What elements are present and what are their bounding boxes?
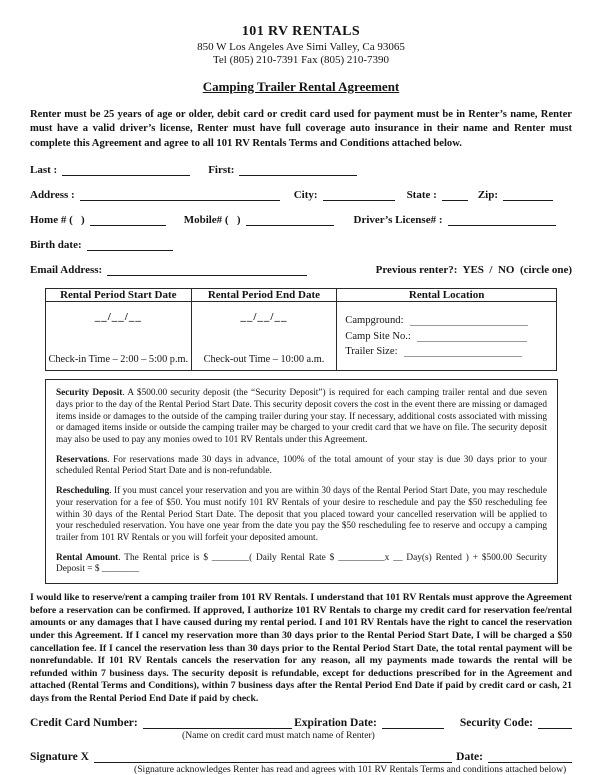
- trailer-size-label: Trailer Size:: [345, 346, 398, 358]
- rescheduling-text: . If you must cancel your reservation and you are within 30 days of the Rental Period Start Date, you may reschedule your reservation for a fee of $50. You must notify 101 RV Rentals of your desire to reschedule and pay the $50 rescheduling fee within 30 days of the Rental Period Start Date. The deposit that you placed toward your cancelled reservation will be applied to your rescheduled reservation. You have one year from the date you pay the $50 rescheduling fee to reserve and occupy a camping trailer from 101 RV Rentals or you will forfeit your deposited amount.: [56, 486, 547, 543]
- campsite-blank[interactable]: [417, 330, 527, 342]
- document-title: Camping Trailer Rental Agreement: [202, 79, 400, 94]
- eligibility-notice: Renter must be 25 years of age or older, debit card or credit card used for payment must be in Renter’s name, Renter must have a valid driver’s license, Renter must have full coverage auto insurance in their name and Renter must complete this Agreement and agree to all 101 RV Rentals Terms and Conditions attached below.: [30, 109, 572, 149]
- table-body-row: [46, 302, 557, 371]
- location-header: Rental Location: [337, 289, 557, 302]
- campground-row: [345, 314, 546, 326]
- last-name-label: Last :: [30, 164, 58, 177]
- reservations-label: Reservations: [56, 454, 108, 465]
- checkout-time-note: Check-out Time – 10:00 a.m.: [203, 354, 325, 366]
- end-date-header: Rental Period End Date: [191, 289, 337, 302]
- address-blank[interactable]: [80, 188, 280, 201]
- birth-date-blank[interactable]: [87, 238, 173, 251]
- state-blank[interactable]: [442, 188, 468, 201]
- company-phone-fax: Tel (805) 210-7391 Fax (805) 210-7390: [212, 54, 390, 66]
- company-name: 101 RV RENTALS: [241, 24, 361, 39]
- expiration-date-blank[interactable]: [382, 716, 444, 729]
- company-address: 850 W Los Angeles Ave Simi Valley, Ca 93065: [197, 41, 405, 53]
- table-header-row: [46, 289, 557, 302]
- rental-amount-text: . The Rental price is $ ________( Daily Rental Rate $ __________x __ Day(s) Rented ) + $500.00 Security Deposit = $ ________: [56, 552, 547, 575]
- security-code-label: Security Code:: [459, 716, 533, 729]
- email-row: [30, 263, 572, 276]
- birth-date-row: [30, 238, 572, 251]
- rescheduling-label: Rescheduling: [56, 486, 110, 497]
- start-date-cell: [46, 302, 192, 371]
- reservations-text: . For reservations made 30 days in advance, 100% of the total amount of your stay is due 30 days prior to your scheduled Rental Period Start Date and is non-refundable.: [56, 454, 547, 477]
- checkin-time-note: Check-in Time – 2:00 – 5:00 p.m.: [48, 354, 189, 366]
- terms-box: [45, 379, 558, 584]
- document-title-row: [30, 78, 572, 96]
- drivers-license-label: Driver’s License# :: [353, 214, 443, 227]
- reservations-paragraph: [56, 455, 547, 478]
- address-label: Address :: [30, 189, 75, 202]
- rental-amount-paragraph: [56, 553, 547, 576]
- city-blank[interactable]: [323, 188, 395, 201]
- campsite-label: Camp Site No.:: [345, 330, 411, 342]
- credit-card-row: [30, 716, 572, 729]
- name-row: [30, 163, 572, 176]
- mobile-phone-label: Mobile# ( ): [183, 214, 241, 227]
- security-deposit-text: . A $500.00 security deposit (the “Security Deposit”) is required for each camping trailer rental and due seven days prior to the day of the Rental Period Start Date. This security deposit covers the cost in the event there are missing or damaged items inside or damages to the outside of the camping trailer during your stay. If necessary, additional costs associated with missing or damaged items inside or outside the camping trailer may be charged to your credit card that we have on file. The security deposit may also be used to pay any monies owed to 101 RV Rentals under this Agreement.: [56, 388, 548, 446]
- credit-card-number-label: Credit Card Number:: [30, 716, 138, 729]
- security-deposit-label: Security Deposit: [56, 388, 123, 399]
- mobile-phone-blank[interactable]: [246, 213, 334, 226]
- phone-license-row: [30, 213, 572, 226]
- start-date-header: Rental Period Start Date: [46, 289, 192, 302]
- signature-blank[interactable]: [94, 750, 452, 763]
- authorization-paragraph: I would like to reserve/rent a camping trailer from 101 RV Rentals. I understand that 101 RV Rentals must approve the Agreement before a reservation can be confirmed. If approved, I authorize 101 RV Rentals to charge my credit card for reservation fee/rental amounts or any damages that I have caused during my rental period. I and 101 RV Rentals have the right to cancel the reservation under this Agreement. If I cancel my reservation more than 30 days prior to the Rental Period Start Date, I will be charged a $50 cancellation fee. If I cancel the reservation less than 30 days prior to the Rental Period Start Date, the total rental payment will be nonrefundable. If 101 RV Rentals cancels the reservation for any reason, all my payments made towards the rental will be refunded within 7 business days. The security deposit is refundable, except for deductions prescribed for in the Agreement and attached (Rental Terms and Conditions), within 7 business days after the Rental Period End Date if paid by credit card or cash, 21 days from the Rental Period End Date if paid by check.: [30, 592, 572, 704]
- date-label: Date:: [456, 750, 483, 763]
- start-date-blank[interactable]: __/__/__: [94, 311, 142, 324]
- last-name-blank[interactable]: [62, 163, 190, 176]
- home-phone-label: Home # ( ): [30, 214, 85, 227]
- signature-date-blank[interactable]: [488, 750, 572, 763]
- signature-row: [30, 750, 572, 763]
- previous-renter-label: Previous renter?: YES / NO (circle one): [375, 264, 572, 277]
- credit-card-number-blank[interactable]: [143, 716, 292, 729]
- state-label: State :: [406, 189, 437, 202]
- home-phone-blank[interactable]: [90, 213, 166, 226]
- birth-date-label: Birth date:: [30, 239, 82, 252]
- signature-label: Signature X: [30, 750, 89, 763]
- rescheduling-paragraph: [56, 486, 547, 545]
- campground-blank[interactable]: [410, 314, 528, 326]
- first-name-blank[interactable]: [239, 163, 357, 176]
- email-blank[interactable]: [107, 263, 307, 276]
- zip-blank[interactable]: [503, 188, 553, 201]
- location-cell: [337, 302, 557, 371]
- trailer-size-blank[interactable]: [404, 345, 522, 357]
- address-row: [30, 188, 572, 201]
- first-name-label: First:: [208, 164, 235, 177]
- rental-period-table: [45, 288, 557, 371]
- email-label: Email Address:: [30, 264, 103, 277]
- end-date-blank[interactable]: __/__/__: [240, 311, 288, 324]
- signature-caption: (Signature acknowledges Renter has read and agrees with 101 RV Rentals Terms and conditions attached below): [134, 763, 567, 775]
- rental-amount-label: Rental Amount: [56, 552, 119, 563]
- trailer-size-row: [345, 345, 546, 357]
- security-deposit-paragraph: [56, 388, 547, 447]
- expiration-date-label: Expiration Date:: [294, 716, 377, 729]
- zip-label: Zip:: [477, 189, 498, 202]
- drivers-license-blank[interactable]: [448, 213, 556, 226]
- security-code-blank[interactable]: [538, 716, 572, 729]
- end-date-cell: [191, 302, 337, 371]
- campsite-row: [345, 330, 546, 342]
- city-label: City:: [293, 189, 318, 202]
- campground-label: Campground:: [345, 315, 404, 327]
- credit-card-caption: (Name on credit card must match name of Renter): [182, 729, 375, 741]
